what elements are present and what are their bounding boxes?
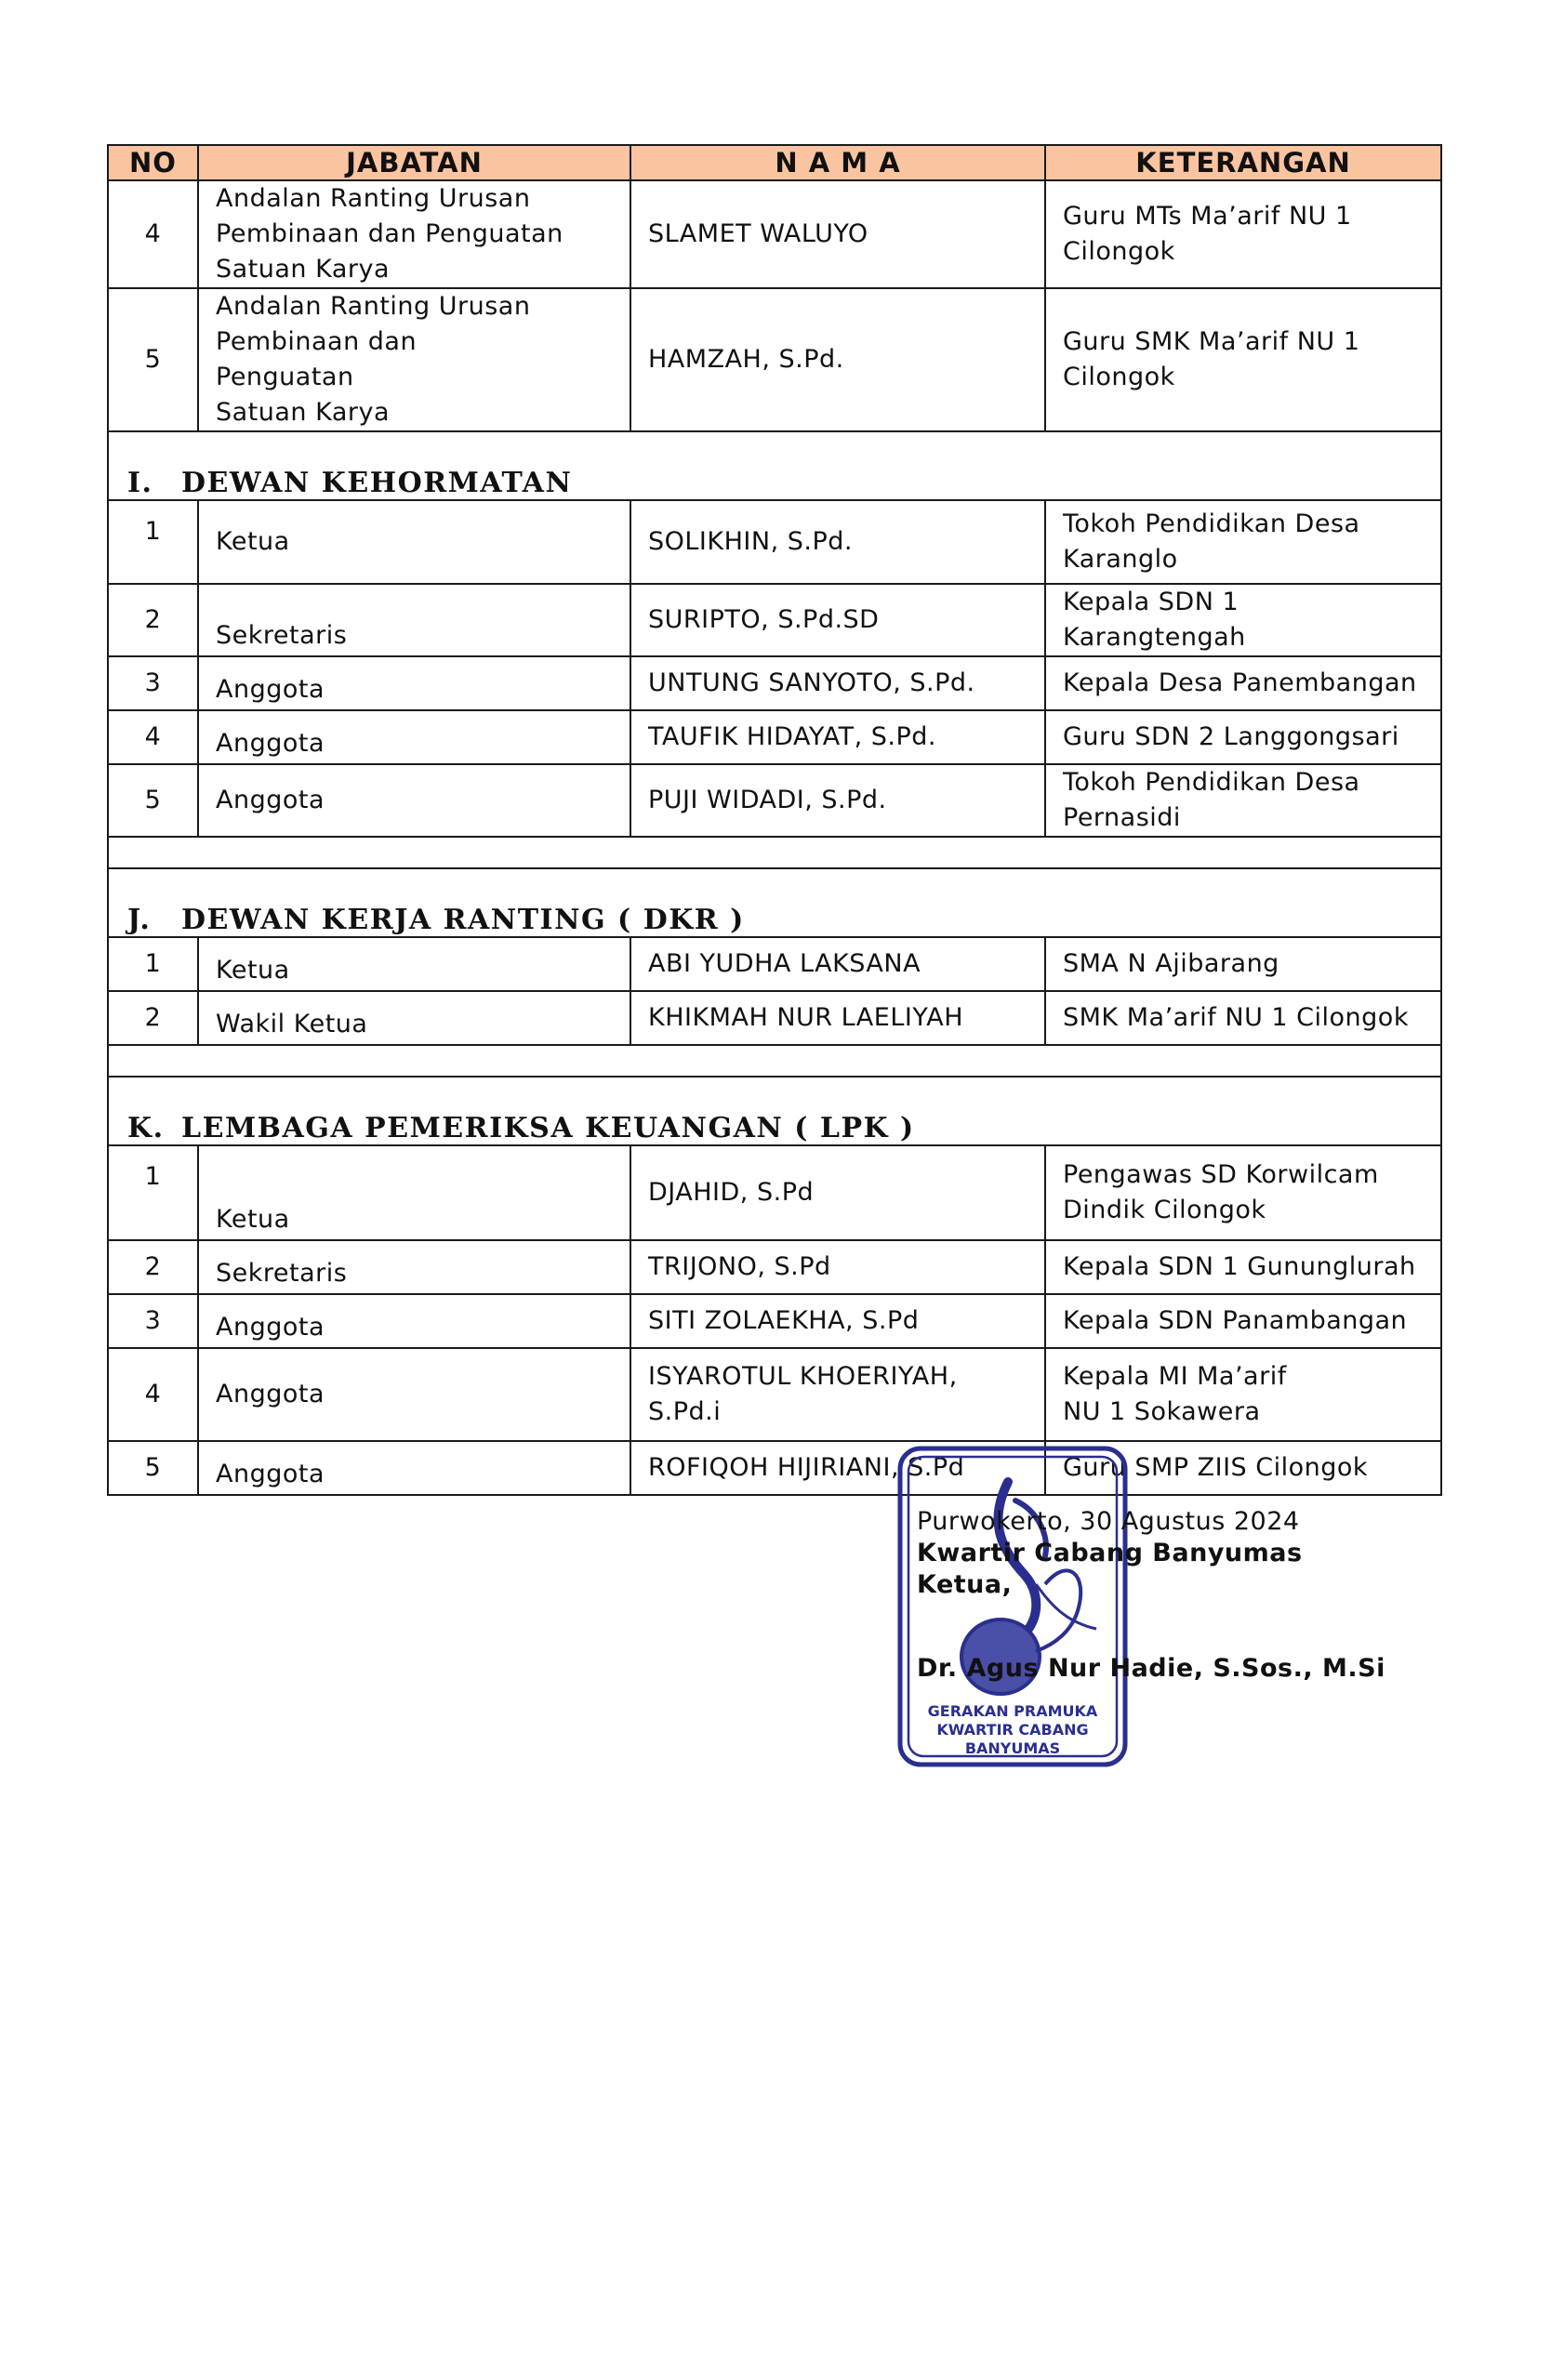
keterangan-line: Guru MTs Ma’arif NU 1 — [1063, 202, 1352, 231]
row-nama: SITI ZOLAEKHA, S.Pd — [630, 1294, 1045, 1348]
spacer-row — [108, 837, 1441, 868]
header-nama: N A M A — [630, 145, 1045, 180]
organization-table — [107, 144, 1442, 1496]
table-row — [108, 1441, 1441, 1495]
row-keterangan — [1045, 764, 1441, 837]
row-no: 5 — [108, 1441, 198, 1495]
row-nama: HAMZAH, S.Pd. — [630, 288, 1045, 431]
row-keterangan — [1045, 1145, 1441, 1240]
keterangan-line: Pernasidi — [1063, 803, 1181, 832]
row-keterangan: SMA N Ajibarang — [1045, 937, 1441, 991]
row-jabatan — [198, 180, 630, 288]
keterangan-line: Kepala MI Ma’arif — [1063, 1362, 1287, 1391]
row-keterangan: Kepala SDN 1 Gununglurah — [1045, 1240, 1441, 1294]
row-no: 4 — [108, 1348, 198, 1441]
jabatan-line: Pembinaan dan — [216, 327, 418, 356]
row-keterangan: Kepala Desa Panembangan — [1045, 656, 1441, 710]
row-jabatan: Anggota — [198, 656, 630, 710]
row-jabatan: Ketua — [198, 1145, 630, 1240]
spacer-row — [108, 1045, 1441, 1077]
jabatan-line: Andalan Ranting Urusan — [216, 184, 531, 213]
section-letter: K. — [127, 1112, 165, 1144]
section-heading — [108, 868, 1441, 937]
row-keterangan: Kepala SDN Panambangan — [1045, 1294, 1441, 1348]
place-date: Purwokerto, 30 Agustus 2024 — [917, 1507, 1300, 1536]
section-title: DEWAN KERJA RANTING ( DKR ) — [181, 904, 745, 936]
row-jabatan: Anggota — [198, 1348, 630, 1441]
row-nama: SLAMET WALUYO — [630, 180, 1045, 288]
row-jabatan: Anggota — [198, 764, 630, 837]
spacer-cell — [108, 1045, 1441, 1077]
jabatan-line: Pembinaan dan Penguatan — [216, 219, 563, 248]
jabatan-line: Satuan Karya — [216, 255, 391, 284]
section-heading-row — [108, 1077, 1441, 1145]
table-row — [108, 656, 1441, 710]
header-keterangan: KETERANGAN — [1045, 145, 1441, 180]
header-jabatan: JABATAN — [198, 145, 630, 180]
row-keterangan: Guru SDN 2 Langgongsari — [1045, 710, 1441, 764]
table-row — [108, 180, 1441, 288]
row-jabatan: Ketua — [198, 500, 630, 584]
row-no: 3 — [108, 1294, 198, 1348]
row-no: 5 — [108, 288, 198, 431]
stamp-text-line: GERAKAN PRAMUKA — [927, 1702, 1098, 1720]
table-row — [108, 937, 1441, 991]
jabatan-line: Satuan Karya — [216, 398, 391, 427]
row-jabatan: Anggota — [198, 1441, 630, 1495]
row-keterangan: Guru SMP ZIIS Cilongok — [1045, 1441, 1441, 1495]
row-no: 5 — [108, 764, 198, 837]
keterangan-line: Karanglo — [1063, 545, 1178, 574]
row-no: 4 — [108, 710, 198, 764]
table-header-row — [108, 145, 1441, 180]
row-nama: TRIJONO, S.Pd — [630, 1240, 1045, 1294]
row-no: 4 — [108, 180, 198, 288]
section-heading-row — [108, 868, 1441, 937]
section-title: DEWAN KEHORMATAN — [181, 467, 573, 499]
table-row — [108, 764, 1441, 837]
row-keterangan: SMK Ma’arif NU 1 Cilongok — [1045, 991, 1441, 1045]
keterangan-line: Tokoh Pendidikan Desa — [1063, 509, 1360, 538]
keterangan-line: Tokoh Pendidikan Desa — [1063, 768, 1360, 797]
row-no: 2 — [108, 1240, 198, 1294]
section-letter: I. — [127, 467, 153, 499]
jabatan-line: Andalan Ranting Urusan — [216, 292, 531, 321]
row-no: 1 — [108, 1145, 198, 1240]
keterangan-line: NU 1 Sokawera — [1063, 1397, 1261, 1426]
row-jabatan: Anggota — [198, 710, 630, 764]
keterangan-line: Cilongok — [1063, 363, 1175, 391]
table-row — [108, 1240, 1441, 1294]
organization-name: Kwartir Cabang Banyumas — [917, 1539, 1303, 1567]
section-heading — [108, 1077, 1441, 1145]
row-jabatan: Sekretaris — [198, 584, 630, 656]
row-jabatan: Ketua — [198, 937, 630, 991]
table-row — [108, 991, 1441, 1045]
section-title: LEMBAGA PEMERIKSA KEUANGAN ( LPK ) — [181, 1112, 915, 1144]
row-no: 1 — [108, 937, 198, 991]
row-keterangan — [1045, 288, 1441, 431]
signature-block — [917, 1506, 1385, 1685]
section-letter: J. — [127, 904, 152, 936]
row-jabatan — [198, 288, 630, 431]
signatory-role: Ketua, — [917, 1570, 1013, 1599]
row-no: 2 — [108, 584, 198, 656]
signatory-name: Dr. Agus Nur Hadie, S.Sos., M.Si — [917, 1654, 1385, 1683]
row-jabatan: Anggota — [198, 1294, 630, 1348]
row-keterangan: Kepala SDN 1 Karangtengah — [1045, 584, 1441, 656]
row-nama: SOLIKHIN, S.Pd. — [630, 500, 1045, 584]
keterangan-line: Guru SMK Ma’arif NU 1 — [1063, 327, 1360, 356]
keterangan-line: Pengawas SD Korwilcam — [1063, 1160, 1379, 1189]
row-keterangan — [1045, 1348, 1441, 1441]
row-nama: ISYAROTUL KHOERIYAH, S.Pd.i — [630, 1348, 1045, 1441]
header-no: NO — [108, 145, 198, 180]
spacer-cell — [108, 837, 1441, 868]
row-nama: PUJI WIDADI, S.Pd. — [630, 764, 1045, 837]
table-row — [108, 584, 1441, 656]
row-keterangan — [1045, 500, 1441, 584]
row-keterangan — [1045, 180, 1441, 288]
row-jabatan: Wakil Ketua — [198, 991, 630, 1045]
table-row — [108, 288, 1441, 431]
table-row — [108, 710, 1441, 764]
keterangan-line: Dindik Cilongok — [1063, 1196, 1266, 1224]
row-no: 3 — [108, 656, 198, 710]
keterangan-line: Cilongok — [1063, 237, 1175, 266]
jabatan-line: Penguatan — [216, 363, 354, 391]
table-row — [108, 1294, 1441, 1348]
stamp-text-line: BANYUMAS — [964, 1739, 1061, 1757]
row-nama: UNTUNG SANYOTO, S.Pd. — [630, 656, 1045, 710]
row-nama: KHIKMAH NUR LAELIYAH — [630, 991, 1045, 1045]
table-row — [108, 1145, 1441, 1240]
row-nama: TAUFIK HIDAYAT, S.Pd. — [630, 710, 1045, 764]
stamp-text-line: KWARTIR CABANG — [936, 1721, 1089, 1739]
row-nama: DJAHID, S.Pd — [630, 1145, 1045, 1240]
row-nama: ABI YUDHA LAKSANA — [630, 937, 1045, 991]
row-nama: ROFIQOH HIJIRIANI, S.Pd — [630, 1441, 1045, 1495]
row-nama: SURIPTO, S.Pd.SD — [630, 584, 1045, 656]
section-heading-row — [108, 431, 1441, 500]
row-no: 1 — [108, 500, 198, 584]
row-jabatan: Sekretaris — [198, 1240, 630, 1294]
table-row — [108, 1348, 1441, 1441]
section-heading — [108, 431, 1441, 500]
table-row — [108, 500, 1441, 584]
row-no: 2 — [108, 991, 198, 1045]
